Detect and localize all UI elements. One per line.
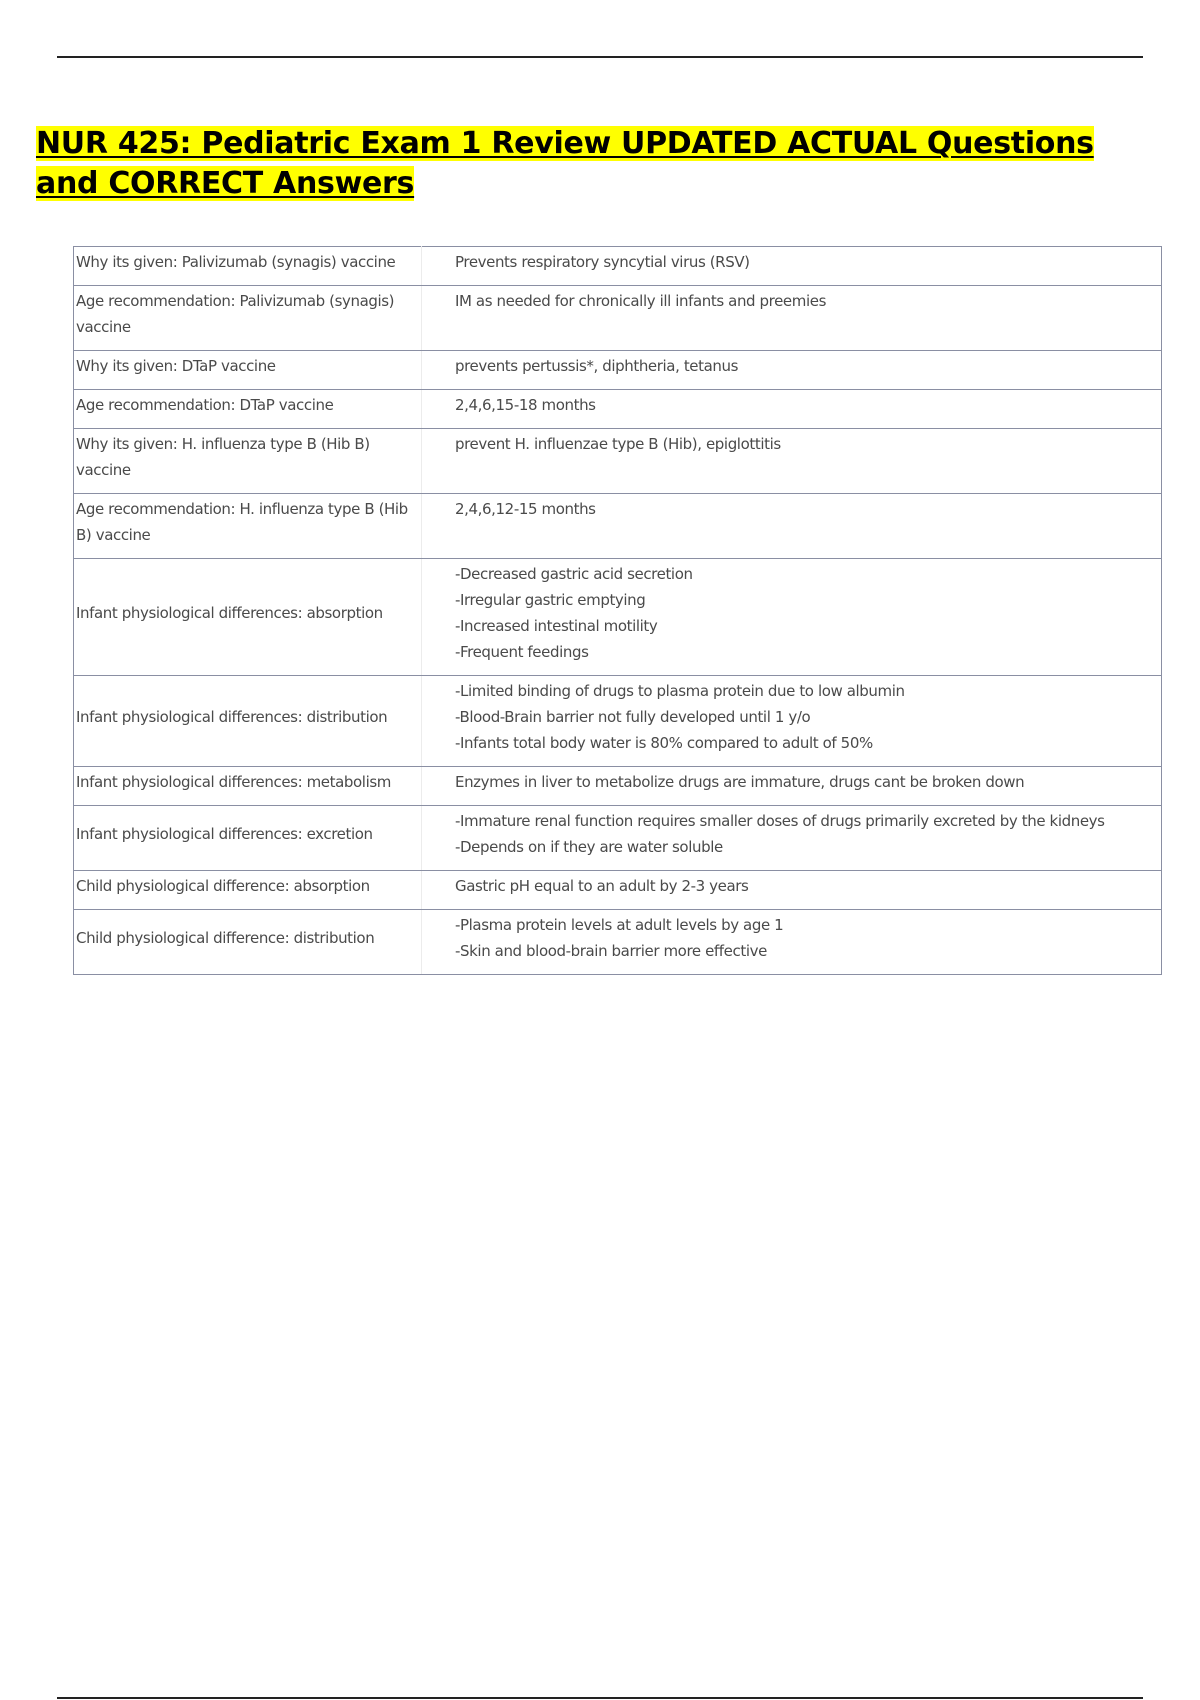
table-row <box>74 559 1162 676</box>
table-row <box>74 494 1162 559</box>
question-cell: Infant physiological differences: metabolism <box>74 767 422 806</box>
answer-cell <box>422 871 1162 910</box>
table-row <box>74 286 1162 351</box>
answer-line: -Plasma protein levels at adult levels by age 1 <box>455 916 784 934</box>
answer-line: -Limited binding of drugs to plasma protein due to low albumin <box>455 682 905 700</box>
answer-line: -Irregular gastric emptying <box>455 591 646 609</box>
question-cell: Infant physiological differences: distribution <box>74 676 422 767</box>
table-row <box>74 871 1162 910</box>
answer-line: IM as needed for chronically ill infants and preemies <box>455 292 826 310</box>
question-cell: Why its given: Palivizumab (synagis) vaccine <box>74 247 422 286</box>
answer-line: Enzymes in liver to metabolize drugs are immature, drugs cant be broken down <box>455 773 1025 791</box>
answer-cell <box>422 910 1162 975</box>
question-cell: Child physiological difference: absorption <box>74 871 422 910</box>
answer-cell <box>422 351 1162 390</box>
answer-line: prevents pertussis*, diphtheria, tetanus <box>455 357 739 375</box>
table-row <box>74 676 1162 767</box>
table-row <box>74 806 1162 871</box>
answer-line: -Infants total body water is 80% compared to adult of 50% <box>455 734 873 752</box>
answer-line: -Frequent feedings <box>455 643 589 661</box>
answer-line: -Blood-Brain barrier not fully developed until 1 y/o <box>455 708 811 726</box>
answer-line: -Skin and blood-brain barrier more effective <box>455 942 767 960</box>
question-cell: Age recommendation: Palivizumab (synagis) vaccine <box>74 286 422 351</box>
answer-cell <box>422 429 1162 494</box>
header-rule <box>57 56 1143 58</box>
table-row <box>74 390 1162 429</box>
table-row <box>74 429 1162 494</box>
answer-line: prevent H. influenzae type B (Hib), epiglottitis <box>455 435 781 453</box>
answer-cell <box>422 247 1162 286</box>
answer-cell <box>422 390 1162 429</box>
question-cell: Why its given: DTaP vaccine <box>74 351 422 390</box>
answer-cell <box>422 806 1162 871</box>
answer-line: Prevents respiratory syncytial virus (RSV) <box>455 253 750 271</box>
question-cell: Infant physiological differences: excretion <box>74 806 422 871</box>
answer-line: -Increased intestinal motility <box>455 617 658 635</box>
answer-cell <box>422 676 1162 767</box>
footer-rule <box>57 1697 1143 1699</box>
question-cell: Infant physiological differences: absorption <box>74 559 422 676</box>
question-cell: Child physiological difference: distribution <box>74 910 422 975</box>
answer-cell <box>422 494 1162 559</box>
question-cell: Why its given: H. influenza type B (Hib B) vaccine <box>74 429 422 494</box>
table-row <box>74 247 1162 286</box>
title-block <box>36 124 1136 204</box>
answer-line: -Decreased gastric acid secretion <box>455 565 693 583</box>
table-row <box>74 767 1162 806</box>
answer-cell <box>422 286 1162 351</box>
answer-cell <box>422 559 1162 676</box>
answer-line: Gastric pH equal to an adult by 2-3 years <box>455 877 749 895</box>
qa-table <box>73 246 1162 975</box>
answer-line: 2,4,6,15-18 months <box>455 396 596 414</box>
table-row <box>74 910 1162 975</box>
answer-line: -Depends on if they are water soluble <box>455 838 723 856</box>
answer-line: 2,4,6,12-15 months <box>455 500 596 518</box>
question-cell: Age recommendation: H. influenza type B (Hib B) vaccine <box>74 494 422 559</box>
question-cell: Age recommendation: DTaP vaccine <box>74 390 422 429</box>
answer-line: -Immature renal function requires smaller doses of drugs primarily excreted by the kidneys <box>455 812 1105 830</box>
answer-cell <box>422 767 1162 806</box>
table-row <box>74 351 1162 390</box>
document-title: NUR 425: Pediatric Exam 1 Review UPDATED ACTUAL Questions and CORRECT Answers <box>36 126 1094 201</box>
